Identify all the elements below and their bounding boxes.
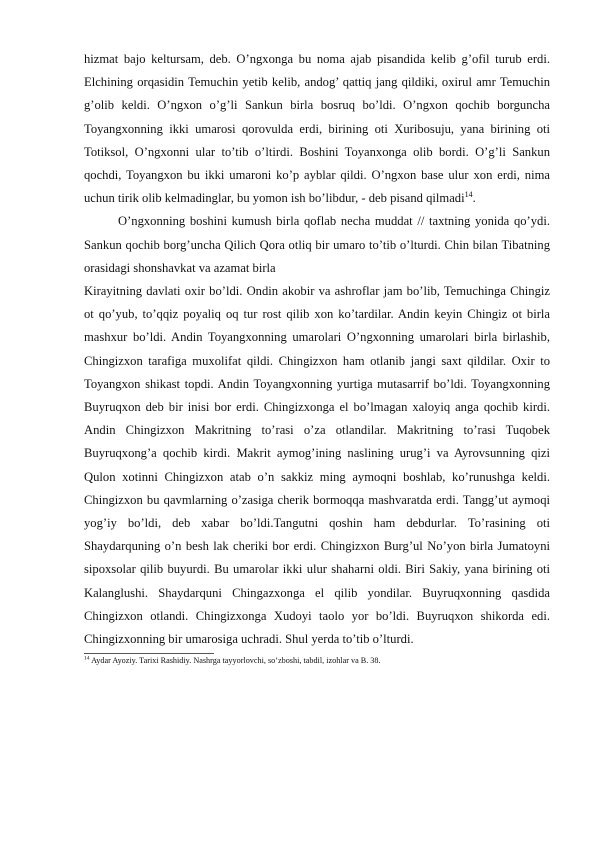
paragraph-1-tail: .: [472, 191, 476, 206]
paragraph-1: [84, 48, 550, 210]
footnote-number: 14: [84, 655, 90, 662]
footnote-text: Aydar Ayoziy. Tarixi Rashidiy. Nashrga tayyorlovchi, so’zboshi, tabdil, izohlar va B. 38.: [91, 656, 381, 666]
footnote-reference[interactable]: 14: [464, 190, 473, 200]
document-page: [84, 48, 550, 667]
paragraph-1-text: hizmat bajo keltursam, deb. O’ngxonga bu noma ajab pisandida kelib g’ofil turub erdi. Elchining orqasidin Temuchin yetib kelib, andog’ qattiq jang qildiki, oxirul amr Temuchin g’olib keldi. O’ngxon o’g’li Sankun birla bosruq bo’ldi. O’ngxon qochib borguncha Toyangxonning ikki umarosi qorovulda erdi, birining oti Xuribosuju, yana birining oti Totiksol, O’ngxonni ular to’tib o’ltirdi. Boshini Toyanxonga olib bordi. O’g’li Sankun qochdi, Toyangxon bu ikki umaroni ko’p ayblar qildi. O’ngxon base ulur xon erdi, nima uchun tirik olib kelmadinglar, bu yomon ish bo’libdur, - deb pisand qilmadi: [84, 52, 550, 206]
paragraph-3: Kirayitning davlati oxir bo’ldi. Ondin akobir va ashroflar jam bo’lib, Temuchinga Chingiz ot qo’yub, to’qqiz poyaliq oq tur rost qilib xon ko’tardilar. Andin keyin Chingiz ot birla mashxur bo’ldi. Andin Toyangxonning umarolari O’ngxonning umarolari birla birlashib, Chingizxon tarafiga muxolifat qildi. Chingizxon ham otlanib jangi saxt qildilar. Oxir to Toyangxon shikast topdi. Andin Toyangxonning yurtiga mutasarrif bo’ldi. Toyangxonning Buyruqxon deb bir inisi bor erdi. Chingizxonga el bo’lmagan xaloyiq anga qochib kirdi. Andin Chingizxon Makritning to’rasi o’za otlandilar. Makritning to’rasi Tuqobek Buyruqxong’a qochib kirdi. Makrit aymog’ining naslining urug’i va Ayrovsunning qizi Qulon xotinni Chingizxon atab o’n sakkiz ming aymoqni boshlab, ko’runushga keldi. Chingizxon bu qavmlarning o’zasiga cherik bormoqqa mashvaratda erdi. Tangg’ut aymoqi yog’iy bo’ldi, deb xabar bo’ldi.Tangutni qoshin ham debdurlar. To’rasining oti Shaydarquning o’n besh lak cheriki bor erdi. Chingizxon Burg’ul No’yon birla Jumatoyni sipoxsolar qilib buyurdi. Bu umarolar ikki ulur shaharni oldi. Biri Sakiy, yana birining oti Kalanglushi. Shaydarquni Chingazxonga el qilib yondilar. Buyruqxonning qasdida Chingizxon otlandi. Chingizxonga Xudoyi taolo yor bo’ldi. Buyruqxon shikorda edi. Chingizxonning bir umarosiga uchradi. Shul yerda to’tib o’lturdi.: [84, 284, 550, 647]
paragraph-2: O’ngxonning boshini kumush birla qoflab necha muddat // taxtning yonida qo’ydi. Sankun qochib borg’uncha Qilich Qora otliq bir umaro to’tib o’lturdi. Chin bilan Tibatning orasidagi shonshavkat va azamat birla: [84, 214, 550, 275]
footnote-divider: [84, 653, 214, 654]
footnote: [84, 655, 550, 667]
